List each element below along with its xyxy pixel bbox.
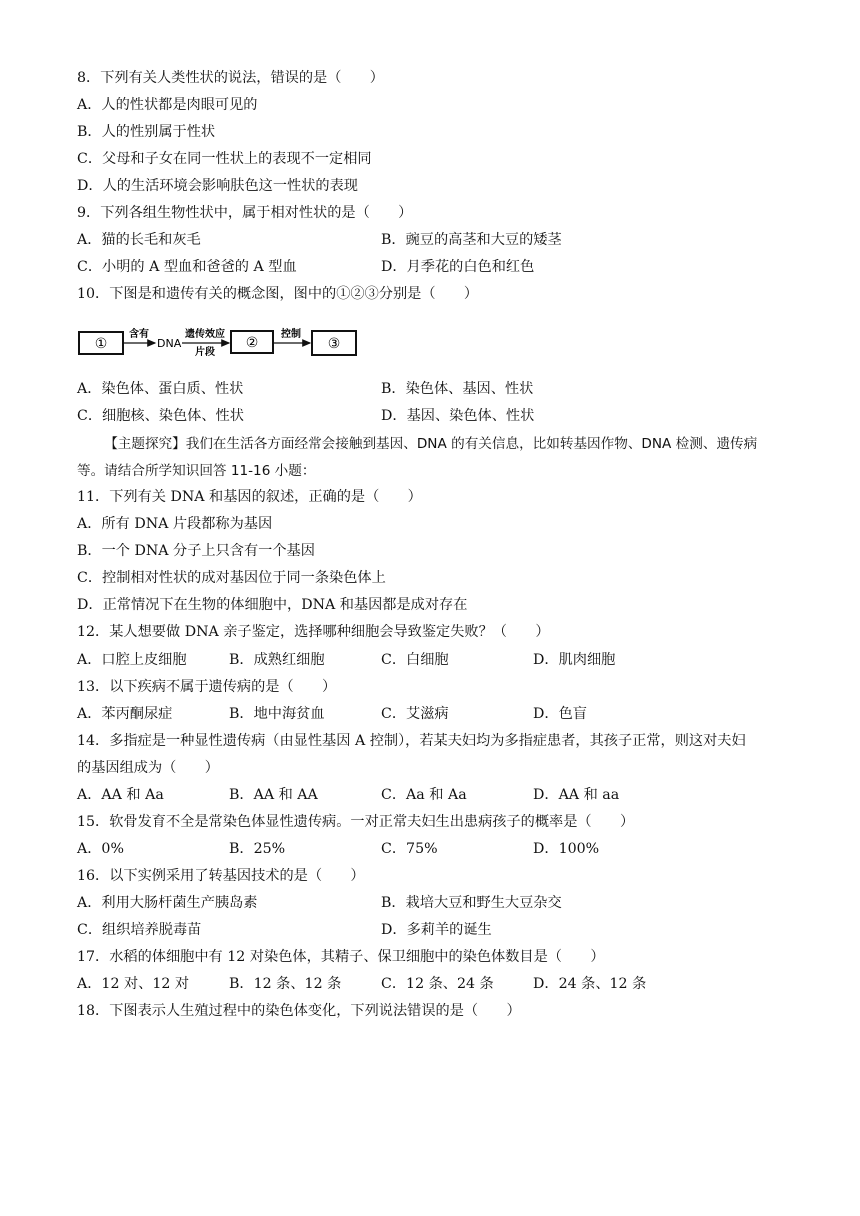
q14-stem-line2: 的基因组成为（ ） xyxy=(77,760,219,776)
q9-option-a: A．猫的长毛和灰毛 xyxy=(77,232,201,248)
q12-stem: 12．某人想要做 DNA 亲子鉴定，选择哪种细胞会导致鉴定失败？（ ） xyxy=(77,624,550,640)
q13-option-c: C．艾滋病 xyxy=(381,706,449,722)
q16-option-b: B．栽培大豆和野生大豆杂交 xyxy=(381,895,562,911)
q15-option-c: C．75% xyxy=(381,841,438,857)
q10-option-c: C．细胞核、染色体、性状 xyxy=(77,408,244,424)
q17-option-d: D．24 条、12 条 xyxy=(533,976,647,992)
q9-option-b: B．豌豆的高茎和大豆的矮茎 xyxy=(381,232,562,248)
q17-option-a: A．12 对、12 对 xyxy=(77,976,190,992)
q8-option-b: B．人的性别属于性状 xyxy=(77,124,216,140)
svg-text:③: ③ xyxy=(327,336,341,352)
svg-text:片段: 片段 xyxy=(195,347,215,358)
q10-stem: 10．下图是和遗传有关的概念图，图中的①②③分别是（ ） xyxy=(77,286,479,302)
q8-option-c: C．父母和子女在同一性状上的表现不一定相同 xyxy=(77,151,372,167)
q17-option-c: C．12 条、24 条 xyxy=(381,976,494,992)
diagram-arrow-gene-segment xyxy=(182,327,229,358)
svg-text:②: ② xyxy=(245,335,259,351)
q10-option-b: B．染色体、基因、性状 xyxy=(381,381,534,397)
diagram-arrow-contains xyxy=(123,327,155,343)
q11-option-b: B．一个 DNA 分子上只含有一个基因 xyxy=(77,543,315,559)
q10-option-d: D．基因、染色体、性状 xyxy=(381,408,535,424)
q10-option-a: A．染色体、蛋白质、性状 xyxy=(77,381,244,397)
q17-option-b: B．12 条、12 条 xyxy=(229,976,342,992)
q8-option-d: D．人的生活环境会影响肤色这一性状的表现 xyxy=(77,178,358,194)
diagram-box-3 xyxy=(312,331,356,355)
q14-option-b: B．AA 和 AA xyxy=(229,787,318,803)
svg-text:含有: 含有 xyxy=(129,329,149,340)
q15-option-d: D．100% xyxy=(533,841,600,857)
q11-option-a: A．所有 DNA 片段都称为基因 xyxy=(77,516,273,532)
q16-option-c: C．组织培养脱毒苗 xyxy=(77,922,202,938)
q15-stem: 15．软骨发育不全是常染色体显性遗传病。一对正常夫妇生出患病孩子的概率是（ ） xyxy=(77,814,635,830)
q13-option-d: D．色盲 xyxy=(533,706,587,722)
concept-diagram xyxy=(77,322,367,362)
q9-option-c: C．小明的 A 型血和爸爸的 A 型血 xyxy=(77,259,297,275)
svg-text:遗传效应: 遗传效应 xyxy=(185,329,225,340)
q14-option-d: D．AA 和 aa xyxy=(533,787,620,803)
q16-option-d: D．多莉羊的诞生 xyxy=(381,922,492,938)
q12-option-a: A．口腔上皮细胞 xyxy=(77,652,187,668)
q12-option-c: C．白细胞 xyxy=(381,652,449,668)
q18-stem: 18．下图表示人生殖过程中的染色体变化，下列说法错误的是（ ） xyxy=(77,1003,521,1019)
q15-option-a: A．0% xyxy=(77,841,124,857)
q13-option-b: B．地中海贫血 xyxy=(229,706,325,722)
diagram-box-2 xyxy=(231,331,273,353)
q13-stem: 13．以下疾病不属于遗传病的是（ ） xyxy=(77,679,337,695)
svg-text:①: ① xyxy=(94,336,108,352)
q12-option-b: B．成熟红细胞 xyxy=(229,652,325,668)
q8-stem: 8．下列有关人类性状的说法，错误的是（ ） xyxy=(77,70,384,86)
diagram-arrow-control xyxy=(273,327,310,343)
q16-option-a: A．利用大肠杆菌生产胰岛素 xyxy=(77,895,258,911)
diagram-dna-label: DNA xyxy=(157,337,182,350)
q12-option-d: D．肌肉细胞 xyxy=(533,652,616,668)
q11-option-c: C．控制相对性状的成对基因位于同一条染色体上 xyxy=(77,570,386,586)
q17-stem: 17．水稻的体细胞中有 12 对染色体，其精子、保卫细胞中的染色体数目是（ ） xyxy=(77,949,605,965)
q15-option-b: B．25% xyxy=(229,841,286,857)
q9-option-d: D．月季花的白色和红色 xyxy=(381,259,535,275)
q9-stem: 9．下列各组生物性状中，属于相对性状的是（ ） xyxy=(77,205,413,221)
theme-intro: 【主题探究】我们在生活各方面经常会接触到基因、DNA 的有关信息，比如转基因作物、DNA 检测、遗传病等。请结合所学知识回答 11-16 小题： xyxy=(77,436,758,479)
q14-option-a: A．AA 和 Aa xyxy=(77,787,164,803)
q8-option-a: A．人的性状都是肉眼可见的 xyxy=(77,97,258,113)
diagram-box-1 xyxy=(79,332,123,354)
q11-stem: 11．下列有关 DNA 和基因的叙述，正确的是（ ） xyxy=(77,489,422,505)
q14-stem-line1: 14．多指症是一种显性遗传病（由显性基因 A 控制），若某夫妇均为多指症患者，其孩子正常，则这对夫妇 xyxy=(77,733,746,749)
q14-option-c: C．Aa 和 Aa xyxy=(381,787,467,803)
q13-option-a: A．苯丙酮尿症 xyxy=(77,706,173,722)
svg-text:控制: 控制 xyxy=(281,329,301,340)
q11-option-d: D．正常情况下在生物的体细胞中，DNA 和基因都是成对存在 xyxy=(77,597,468,613)
q16-stem: 16．以下实例采用了转基因技术的是（ ） xyxy=(77,868,365,884)
